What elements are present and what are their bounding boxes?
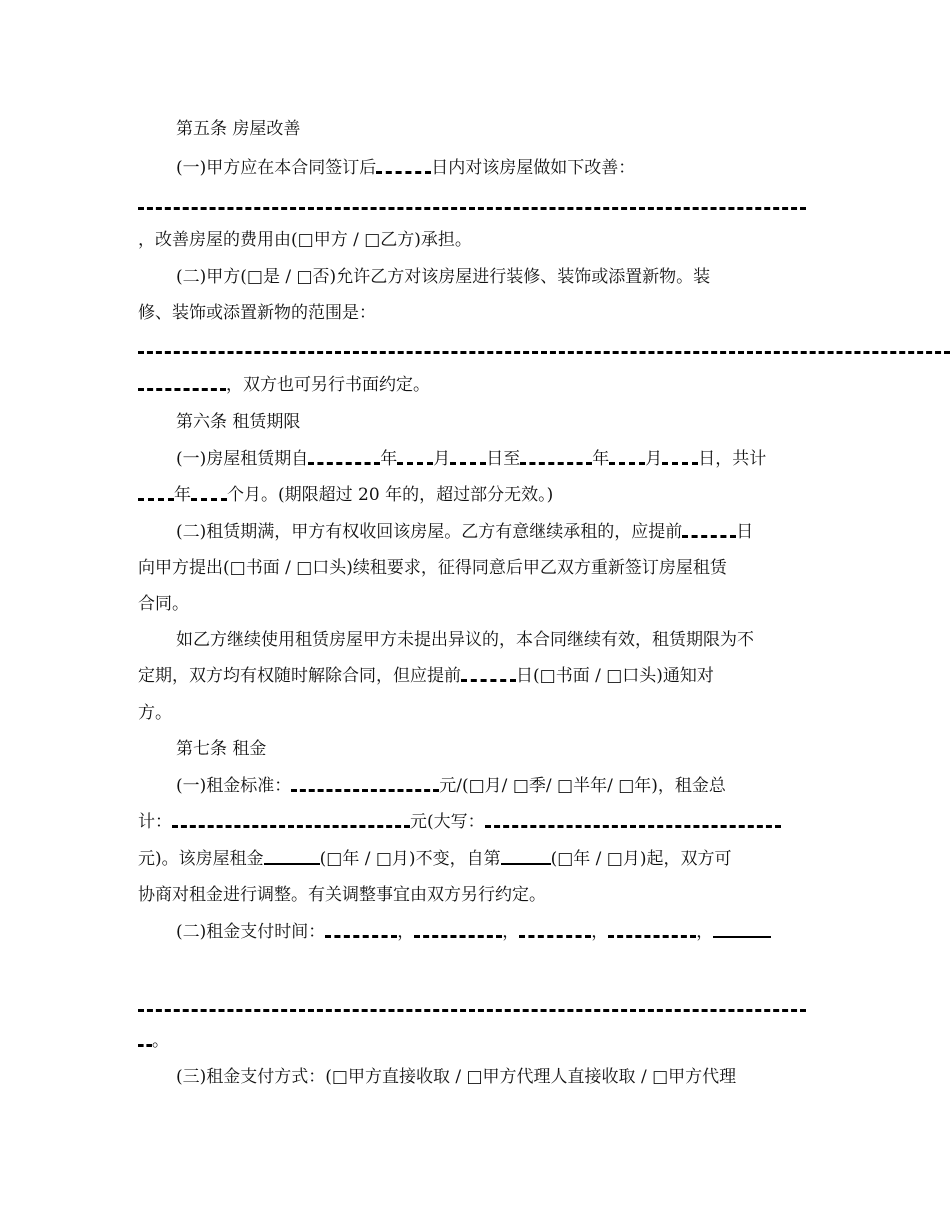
section-6-clause-3-line-3: 方。 <box>138 703 172 723</box>
section-7-clause-1-line-3: 元)。该房屋租金 (□年 / □月)不变，自第 (□年 / □月)起，双方可 <box>138 849 732 869</box>
section-6-clause-1-line-2: 年 个月。(期限超过 20 年的，超过部分无效。) <box>138 484 553 506</box>
start-day-blank[interactable] <box>450 462 486 465</box>
section-7-title: 第七条 租金 <box>176 739 267 759</box>
section-5-clause-2-line-3: ，双方也可另行书面约定。 <box>138 374 430 396</box>
payment-time-blank-1[interactable] <box>325 935 397 938</box>
section-6-clause-3-line-2: 定期，双方均有权随时解除合同，但应提前 日(□书面 / □口头)通知对 <box>138 666 714 686</box>
end-month-blank[interactable] <box>609 462 645 465</box>
section-5-clause-1: (一)甲方应在本合同签订后 日内对该房屋做如下改善： <box>176 158 636 178</box>
payment-time-blank-2[interactable] <box>414 935 502 938</box>
start-year-blank[interactable] <box>308 462 380 465</box>
rent-standard-blank[interactable] <box>291 789 439 792</box>
payment-time-blank-4[interactable] <box>608 935 696 938</box>
improvement-blank-line[interactable] <box>138 207 806 210</box>
rent-total-blank[interactable] <box>172 825 410 828</box>
payment-time-blank-end[interactable] <box>138 1044 152 1047</box>
section-6-clause-1-line-1: (一)房屋租赁期自 年 月 日至 年 月 日，共计 <box>176 449 767 469</box>
total-years-blank[interactable] <box>138 498 174 501</box>
section-7-clause-3-line-1: (三)租金支付方式：(□甲方直接收取 / □甲方代理人直接收取 / □甲方代理 <box>176 1067 737 1087</box>
days-blank[interactable] <box>376 171 431 174</box>
section-6-clause-3-line-1: 如乙方继续使用租赁房屋甲方未提出异议的，本合同继续有效，租赁期限为不 <box>176 630 754 650</box>
renovation-scope-blank-line[interactable] <box>138 351 950 354</box>
payment-time-blank-3[interactable] <box>519 935 591 938</box>
section-6-clause-2-line-3: 合同。 <box>138 594 189 614</box>
renovation-scope-blank-end[interactable] <box>138 388 226 391</box>
section-5-clause-2-line-1: (二)甲方(□是 / □否)允许乙方对该房屋进行装修、装饰或添置新物。装 <box>176 267 711 287</box>
end-day-blank[interactable] <box>662 462 698 465</box>
section-7-clause-1-line-2: 计： 元(大写： <box>138 811 781 833</box>
total-months-blank[interactable] <box>191 498 227 501</box>
section-5-clause-1-cost: ，改善房屋的费用由(□甲方 / □乙方)承担。 <box>138 230 472 250</box>
payment-time-blank-line[interactable] <box>138 1009 806 1012</box>
rent-total-in-words-blank[interactable] <box>485 825 781 828</box>
end-year-blank[interactable] <box>520 462 592 465</box>
section-6-title: 第六条 租赁期限 <box>176 412 301 432</box>
start-month-blank[interactable] <box>397 462 433 465</box>
section-5-title: 第五条 房屋改善 <box>176 119 301 139</box>
section-7-clause-2-end: 。 <box>138 1030 169 1052</box>
rent-adjust-start-blank[interactable] <box>501 863 551 865</box>
renewal-notice-days-blank[interactable] <box>682 535 736 538</box>
section-6-clause-2-line-2: 向甲方提出(□书面 / □口头)续租要求，征得同意后甲乙双方重新签订房屋租赁 <box>138 558 727 578</box>
section-7-clause-2-line-1: (二)租金支付时间： ， ， ， ， <box>176 921 771 943</box>
section-6-clause-2-line-1: (二)租赁期满，甲方有权收回该房屋。乙方有意继续承租的，应提前 日 <box>176 522 754 542</box>
section-7-clause-1-line-1: (一)租金标准： 元/(□月/ □季/ □半年/ □年)，租金总 <box>176 776 726 796</box>
payment-time-blank-5[interactable] <box>713 936 771 938</box>
rent-fixed-period-blank[interactable] <box>264 863 320 865</box>
section-5-clause-2-line-2: 修、装饰或添置新物的范围是： <box>138 303 376 323</box>
section-7-clause-1-line-4: 协商对租金进行调整。有关调整事宜由双方另行约定。 <box>138 885 546 905</box>
termination-notice-days-blank[interactable] <box>461 679 516 682</box>
